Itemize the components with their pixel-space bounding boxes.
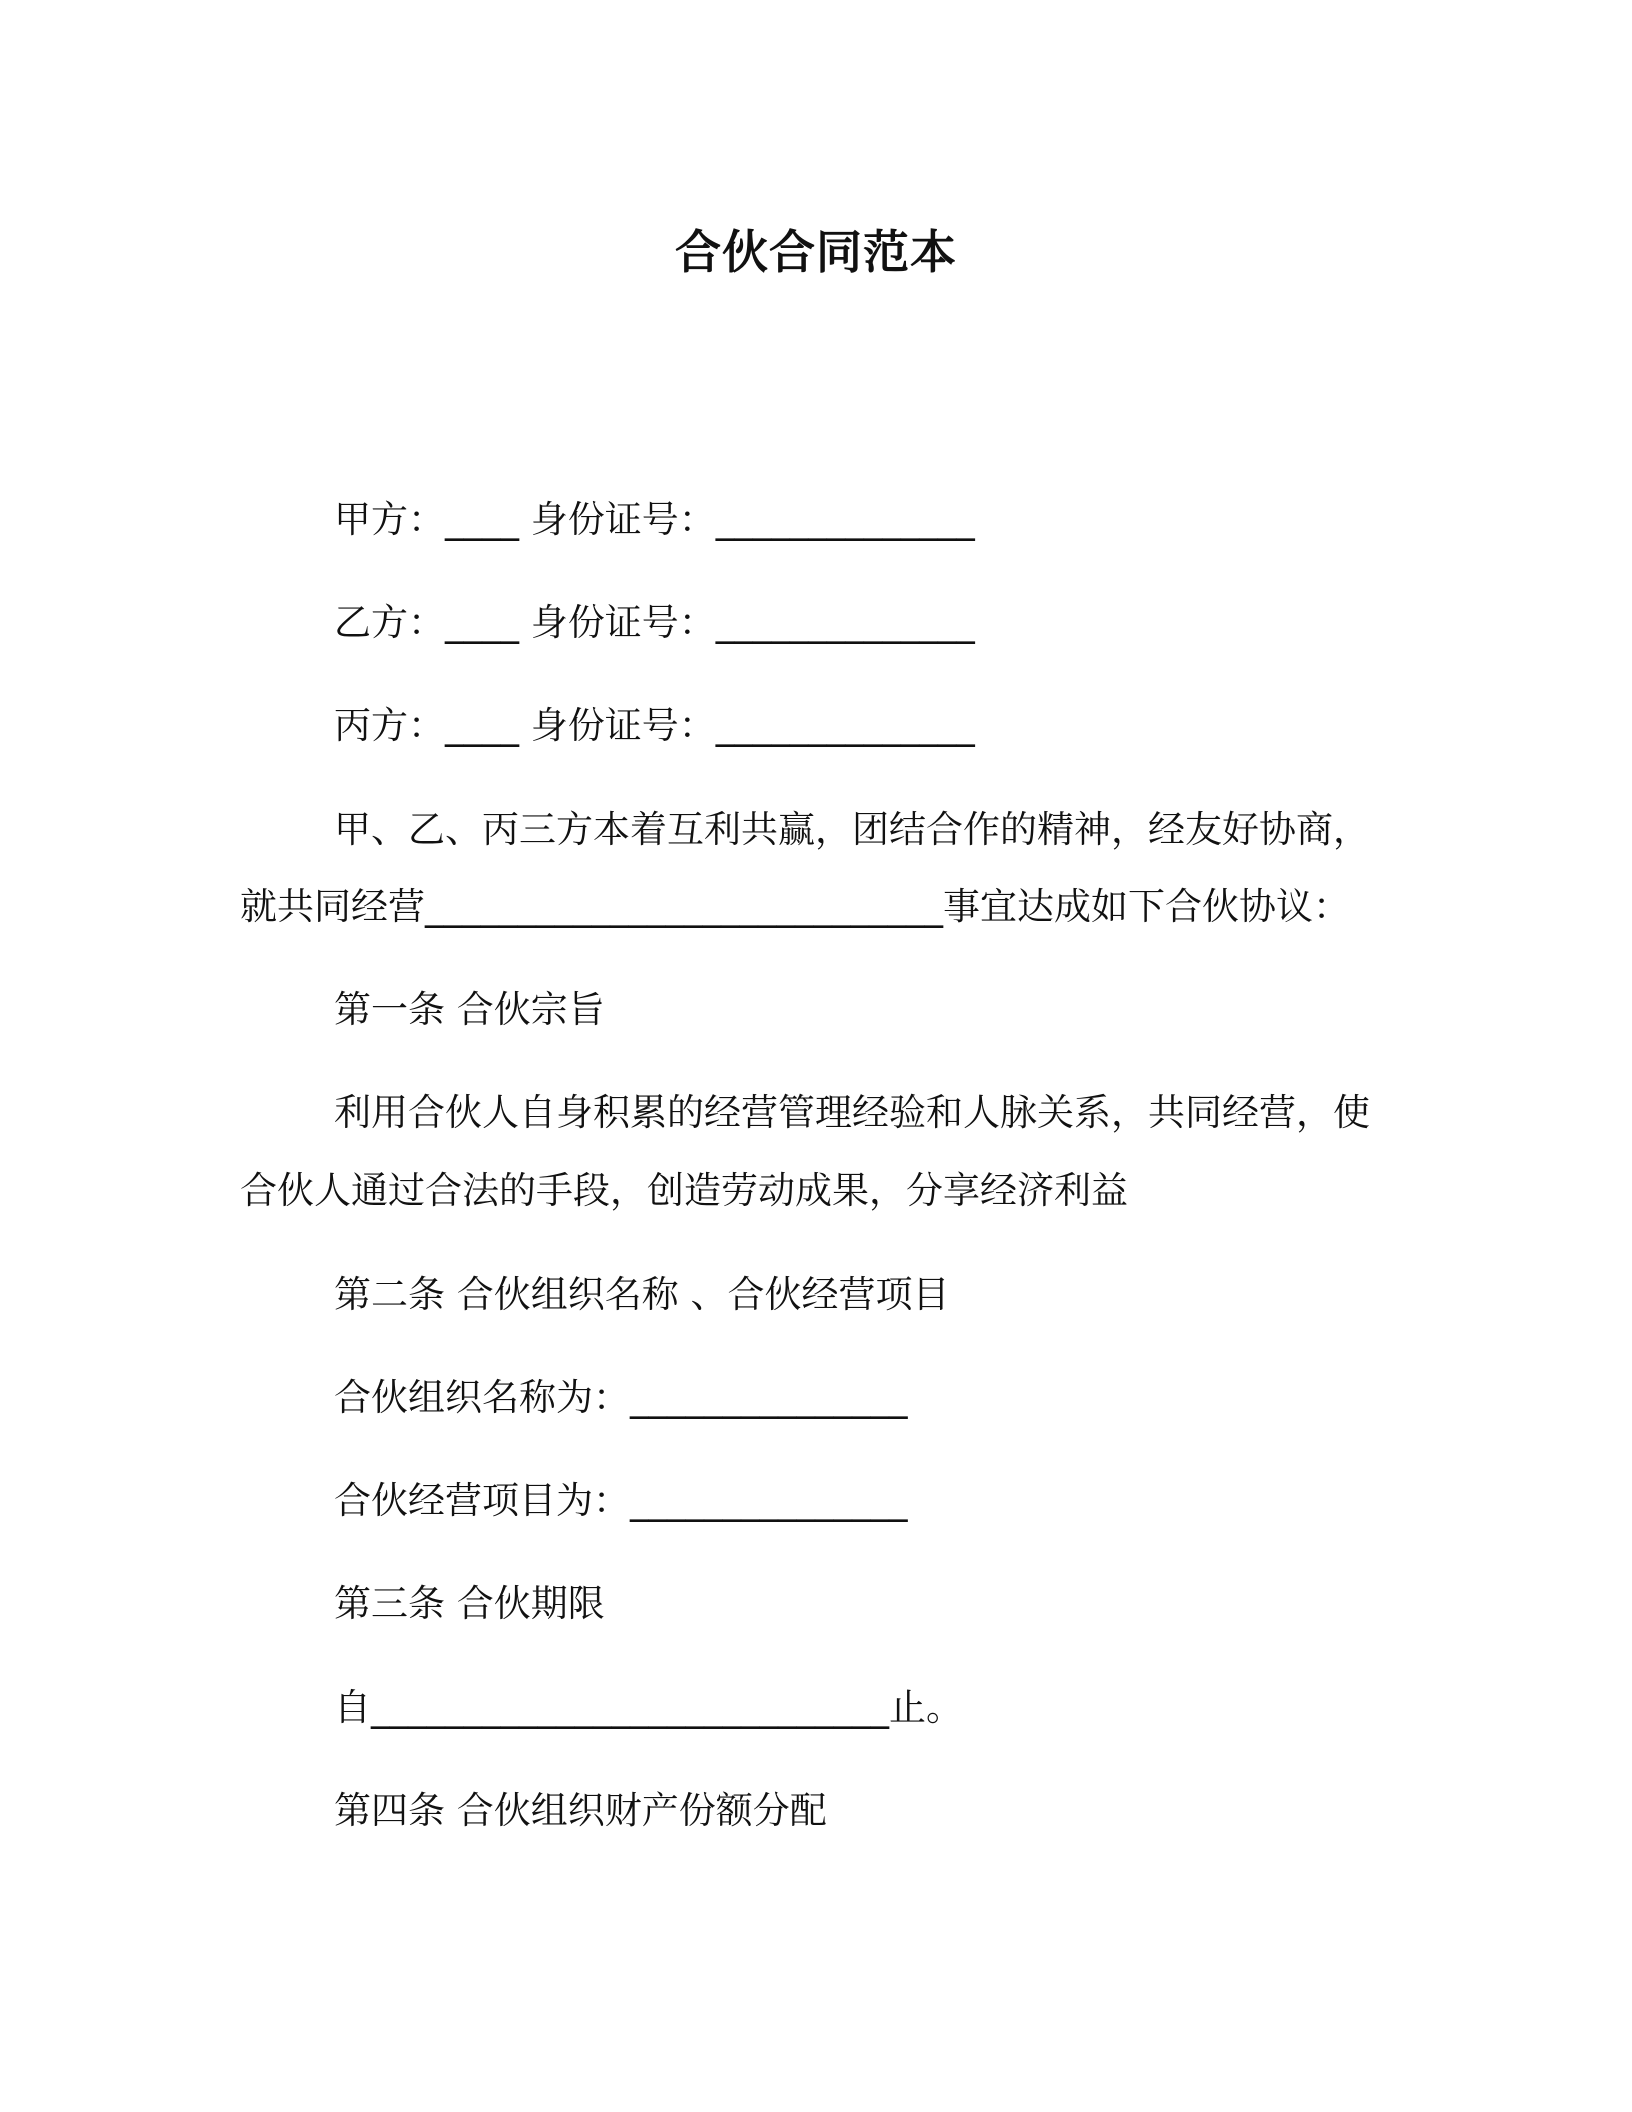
party-c-line: 丙方：____ 身份证号：______________ <box>334 704 975 747</box>
article-2-heading: 第二条 合伙组织名称 、合伙经营项目 <box>334 1273 950 1316</box>
article-1-heading: 第一条 合伙宗旨 <box>334 988 605 1031</box>
term-line: 自____________________________止。 <box>334 1686 963 1729</box>
preamble-line-1: 甲、乙、丙三方本着互利共赢，团结合作的精神，经友好协商， <box>334 808 1370 851</box>
party-b-line: 乙方：____ 身份证号：______________ <box>334 601 975 644</box>
preamble-line-2: 就共同经营____________________________事宜达成如下合伙协议： <box>240 885 1350 928</box>
business-scope-line: 合伙经营项目为：_______________ <box>334 1479 908 1522</box>
article-1-body-line-2: 合伙人通过合法的手段，创造劳动成果，分享经济利益 <box>240 1169 1128 1212</box>
article-3-heading: 第三条 合伙期限 <box>334 1582 605 1625</box>
article-4-heading: 第四条 合伙组织财产份额分配 <box>334 1789 827 1832</box>
article-1-body-line-1: 利用合伙人自身积累的经营管理经验和人脉关系，共同经营，使 <box>334 1091 1370 1134</box>
partnership-name-line: 合伙组织名称为：_______________ <box>334 1376 908 1419</box>
party-a-line: 甲方：____ 身份证号：______________ <box>334 498 975 541</box>
document-title: 合伙合同范本 <box>675 225 957 279</box>
